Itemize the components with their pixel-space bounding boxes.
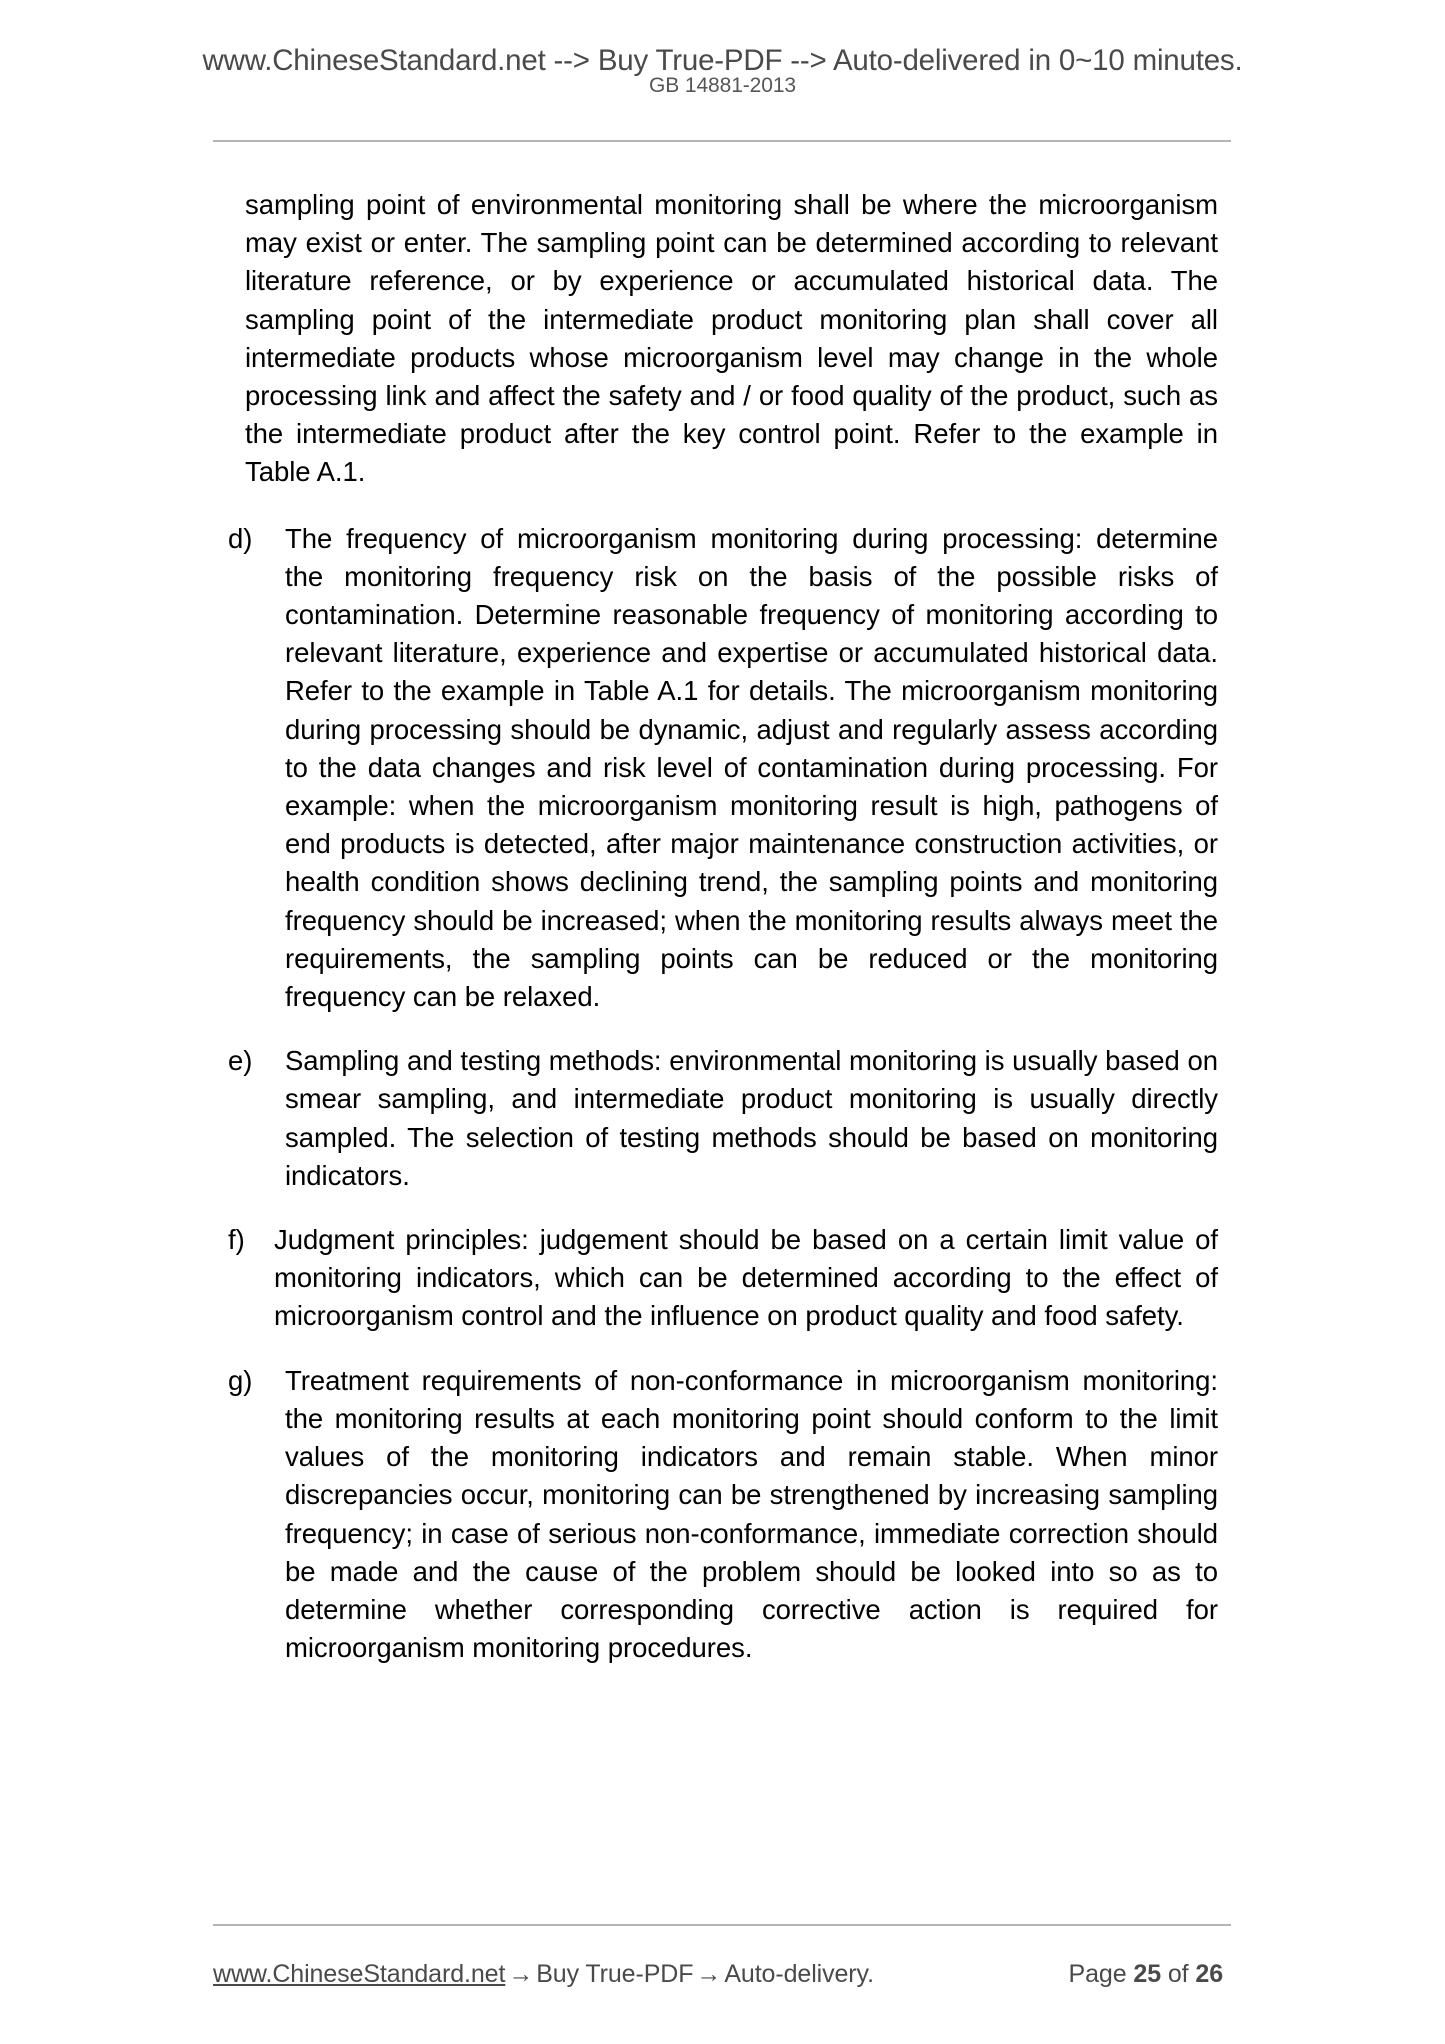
page-footer (213, 1960, 1231, 1989)
list-item-text: Treatment requirements of non-conformance in microorganism monitoring: the monitoring results at each monitoring point should conform to the limit values of the monitoring indicators and remain stable. When minor discrepancies occur, monitoring can be strengthened by increasing sampling frequency; in case of serious non-conformance, immediate correction should be made and the cause of the problem should be looked into so as to determine whether corresponding corrective action is required for microorganism monitoring procedures. (285, 1364, 1218, 1664)
list-item-marker: e) (228, 1045, 253, 1077)
header-standard-code: GB 14881-2013 (649, 73, 796, 97)
list-item-text: Sampling and testing methods: environmental monitoring is usually based on smear sampling, and intermediate product monitoring is usually directly sampled. The selection of testing methods should be based on monitoring indicators. (285, 1045, 1218, 1191)
list-item-text: The frequency of microorganism monitoring during processing: determine the monitoring frequency risk on the basis of the possible risks of contamination. Determine reasonable frequency of monitoring according to relevant literature, experience and expertise or accumulated historical data. Refer to the example in Table A.1 for details. The microorganism monitoring during processing should be dynamic, adjust and regularly assess according to the data changes and risk level of contamination during processing. For example: when the microorganism monitoring result is high, pathogens of end products is detected, after major maintenance construction activities, or health condition shows declining trend, the sampling points and monitoring frequency should be increased; when the monitoring results always meet the requirements, the sampling points can be reduced or the monitoring frequency can be relaxed. (285, 522, 1218, 1013)
footer-promo (213, 1960, 874, 1989)
footer-buy-label: Buy True-PDF (536, 1960, 694, 1988)
page-current: 25 (1133, 1960, 1162, 1988)
list-item-marker: f) (228, 1224, 245, 1256)
arrow-right-icon: → (508, 1960, 534, 1988)
page-header (0, 46, 1445, 97)
header-promo-text: www.ChineseStandard.net --> Buy True-PDF --> Auto-delivered in 0~10 minutes. (202, 44, 1243, 77)
page-number-indicator (1069, 1960, 1231, 1989)
footer-site-link[interactable]: www.ChineseStandard.net (213, 1960, 506, 1988)
list-item (228, 1042, 1218, 1195)
list-item-marker: d) (228, 522, 253, 554)
page-of-label: of (1167, 1960, 1189, 1988)
list-item (228, 1221, 1218, 1336)
list-item-text: Judgment principles: judgement should be based on a certain limit value of monitoring indicators, which can be determined according to the effect of microorganism control and the influence on product quality and food safety. (274, 1224, 1218, 1332)
page-label: Page (1068, 1960, 1127, 1988)
page-total: 26 (1195, 1960, 1223, 1988)
arrow-right-icon: → (696, 1960, 722, 1988)
list-item (228, 1362, 1218, 1668)
header-divider (213, 140, 1231, 142)
list-item-marker: g) (228, 1364, 253, 1396)
footer-delivery-label: Auto-delivery. (724, 1960, 874, 1988)
list-item (228, 520, 1218, 1017)
paragraph-continued: sampling point of environmental monitoring shall be where the microorganism may exist or enter. The sampling point can be determined according to relevant literature reference, or by experience or accumulated historical data. The sampling point of the intermediate product monitoring plan shall cover all intermediate products whose microorganism level may change in the whole processing link and affect the safety and / or food quality of the product, such as the intermediate product after the key control point. Refer to the example in Table A.1. (245, 189, 1218, 488)
page-content (228, 186, 1218, 1667)
footer-divider (213, 1924, 1231, 1926)
